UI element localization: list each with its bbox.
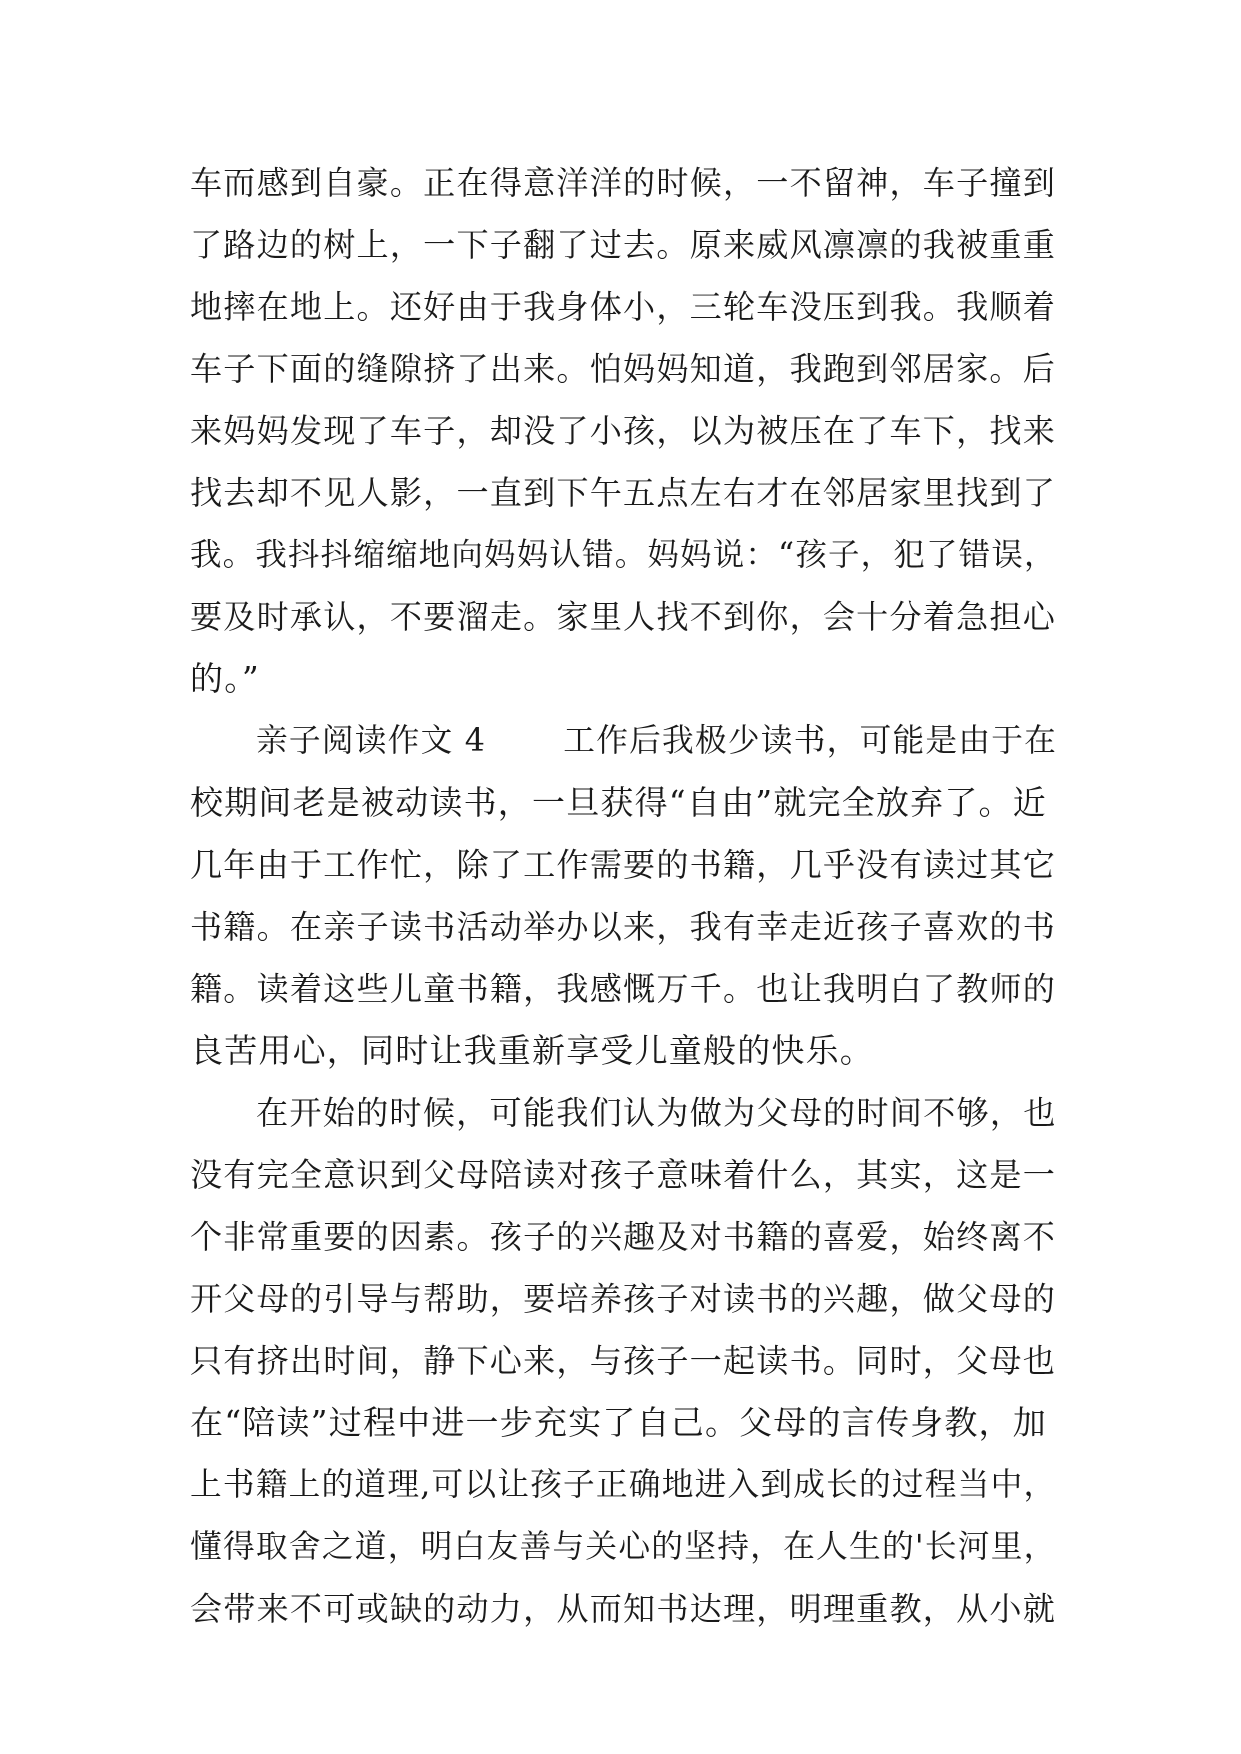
document-page (190, 152, 1060, 1640)
text-line: 懂得取舍之道，明白友善与关心的坚持，在人生的'长河里， (190, 1529, 1057, 1565)
text-line: 校期间老是被动读书，一旦获得“自由”就完全放弃了。近 (190, 783, 1047, 822)
text-line: 的。” (190, 659, 260, 698)
text-line: 会带来不可或缺的动力，从而知书达理，明理重教，从小就 (190, 1590, 1057, 1628)
text-line: 车子下面的缝隙挤了出来。怕妈妈知道，我跑到邻居家。后 (190, 350, 1057, 388)
text-line: 书籍。在亲子读书活动举办以来，我有幸走近孩子喜欢的书 (190, 908, 1057, 946)
text-line: 只有挤出时间，静下心来，与孩子一起读书。同时，父母也 (190, 1342, 1057, 1380)
text-line: 找去却不见人影，一直到下午五点左右才在邻居家里找到了 (190, 474, 1057, 512)
text-line: 没有完全意识到父母陪读对孩子意味着什么，其实，这是一 (190, 1156, 1057, 1194)
paragraph-essay-4 (190, 710, 1060, 1082)
text-line: 在“陪读”过程中进一步充实了自己。父母的言传身教，加 (190, 1403, 1047, 1442)
text-line-first: 在开始的时候，可能我们认为做为父母的时间不够，也 (256, 1094, 1057, 1132)
text-line: 来妈妈发现了车子，却没了小孩，以为被压在了车下，找来 (190, 412, 1057, 450)
text-line: 我。我抖抖缩缩地向妈妈认错。妈妈说：“孩子，犯了错误， (190, 537, 1057, 573)
text-line: 车而感到自豪。正在得意洋洋的时候，一不留神，车子撞到 (190, 164, 1057, 202)
text-line: 籍。读着这些儿童书籍，我感慨万千。也让我明白了教师的 (190, 970, 1057, 1008)
text-line: 几年由于工作忙，除了工作需要的书籍，几乎没有读过其它 (190, 846, 1057, 884)
text-line: 个非常重要的因素。孩子的兴趣及对书籍的喜爱，始终离不 (190, 1218, 1057, 1256)
paragraph-continuation (190, 152, 1060, 710)
text-line: 了路边的树上，一下子翻了过去。原来威风凛凛的我被重重 (190, 226, 1057, 264)
text-line: 开父母的引导与帮助，要培养孩子对读书的兴趣，做父母的 (190, 1280, 1057, 1318)
text-line: 上书籍上的道理,可以让孩子正确地进入到成长的过程当中， (190, 1467, 1057, 1503)
text-line-first: 亲子阅读作文 4 工作后我极少读书，可能是由于在 (256, 723, 1058, 759)
text-line: 地摔在地上。还好由于我身体小，三轮车没压到我。我顺着 (190, 288, 1057, 326)
paragraph-parents-reading (190, 1082, 1060, 1640)
text-line: 要及时承认，不要溜走。家里人找不到你，会十分着急担心 (190, 598, 1057, 636)
text-line: 良苦用心，同时让我重新享受儿童般的快乐。 (190, 1031, 874, 1070)
